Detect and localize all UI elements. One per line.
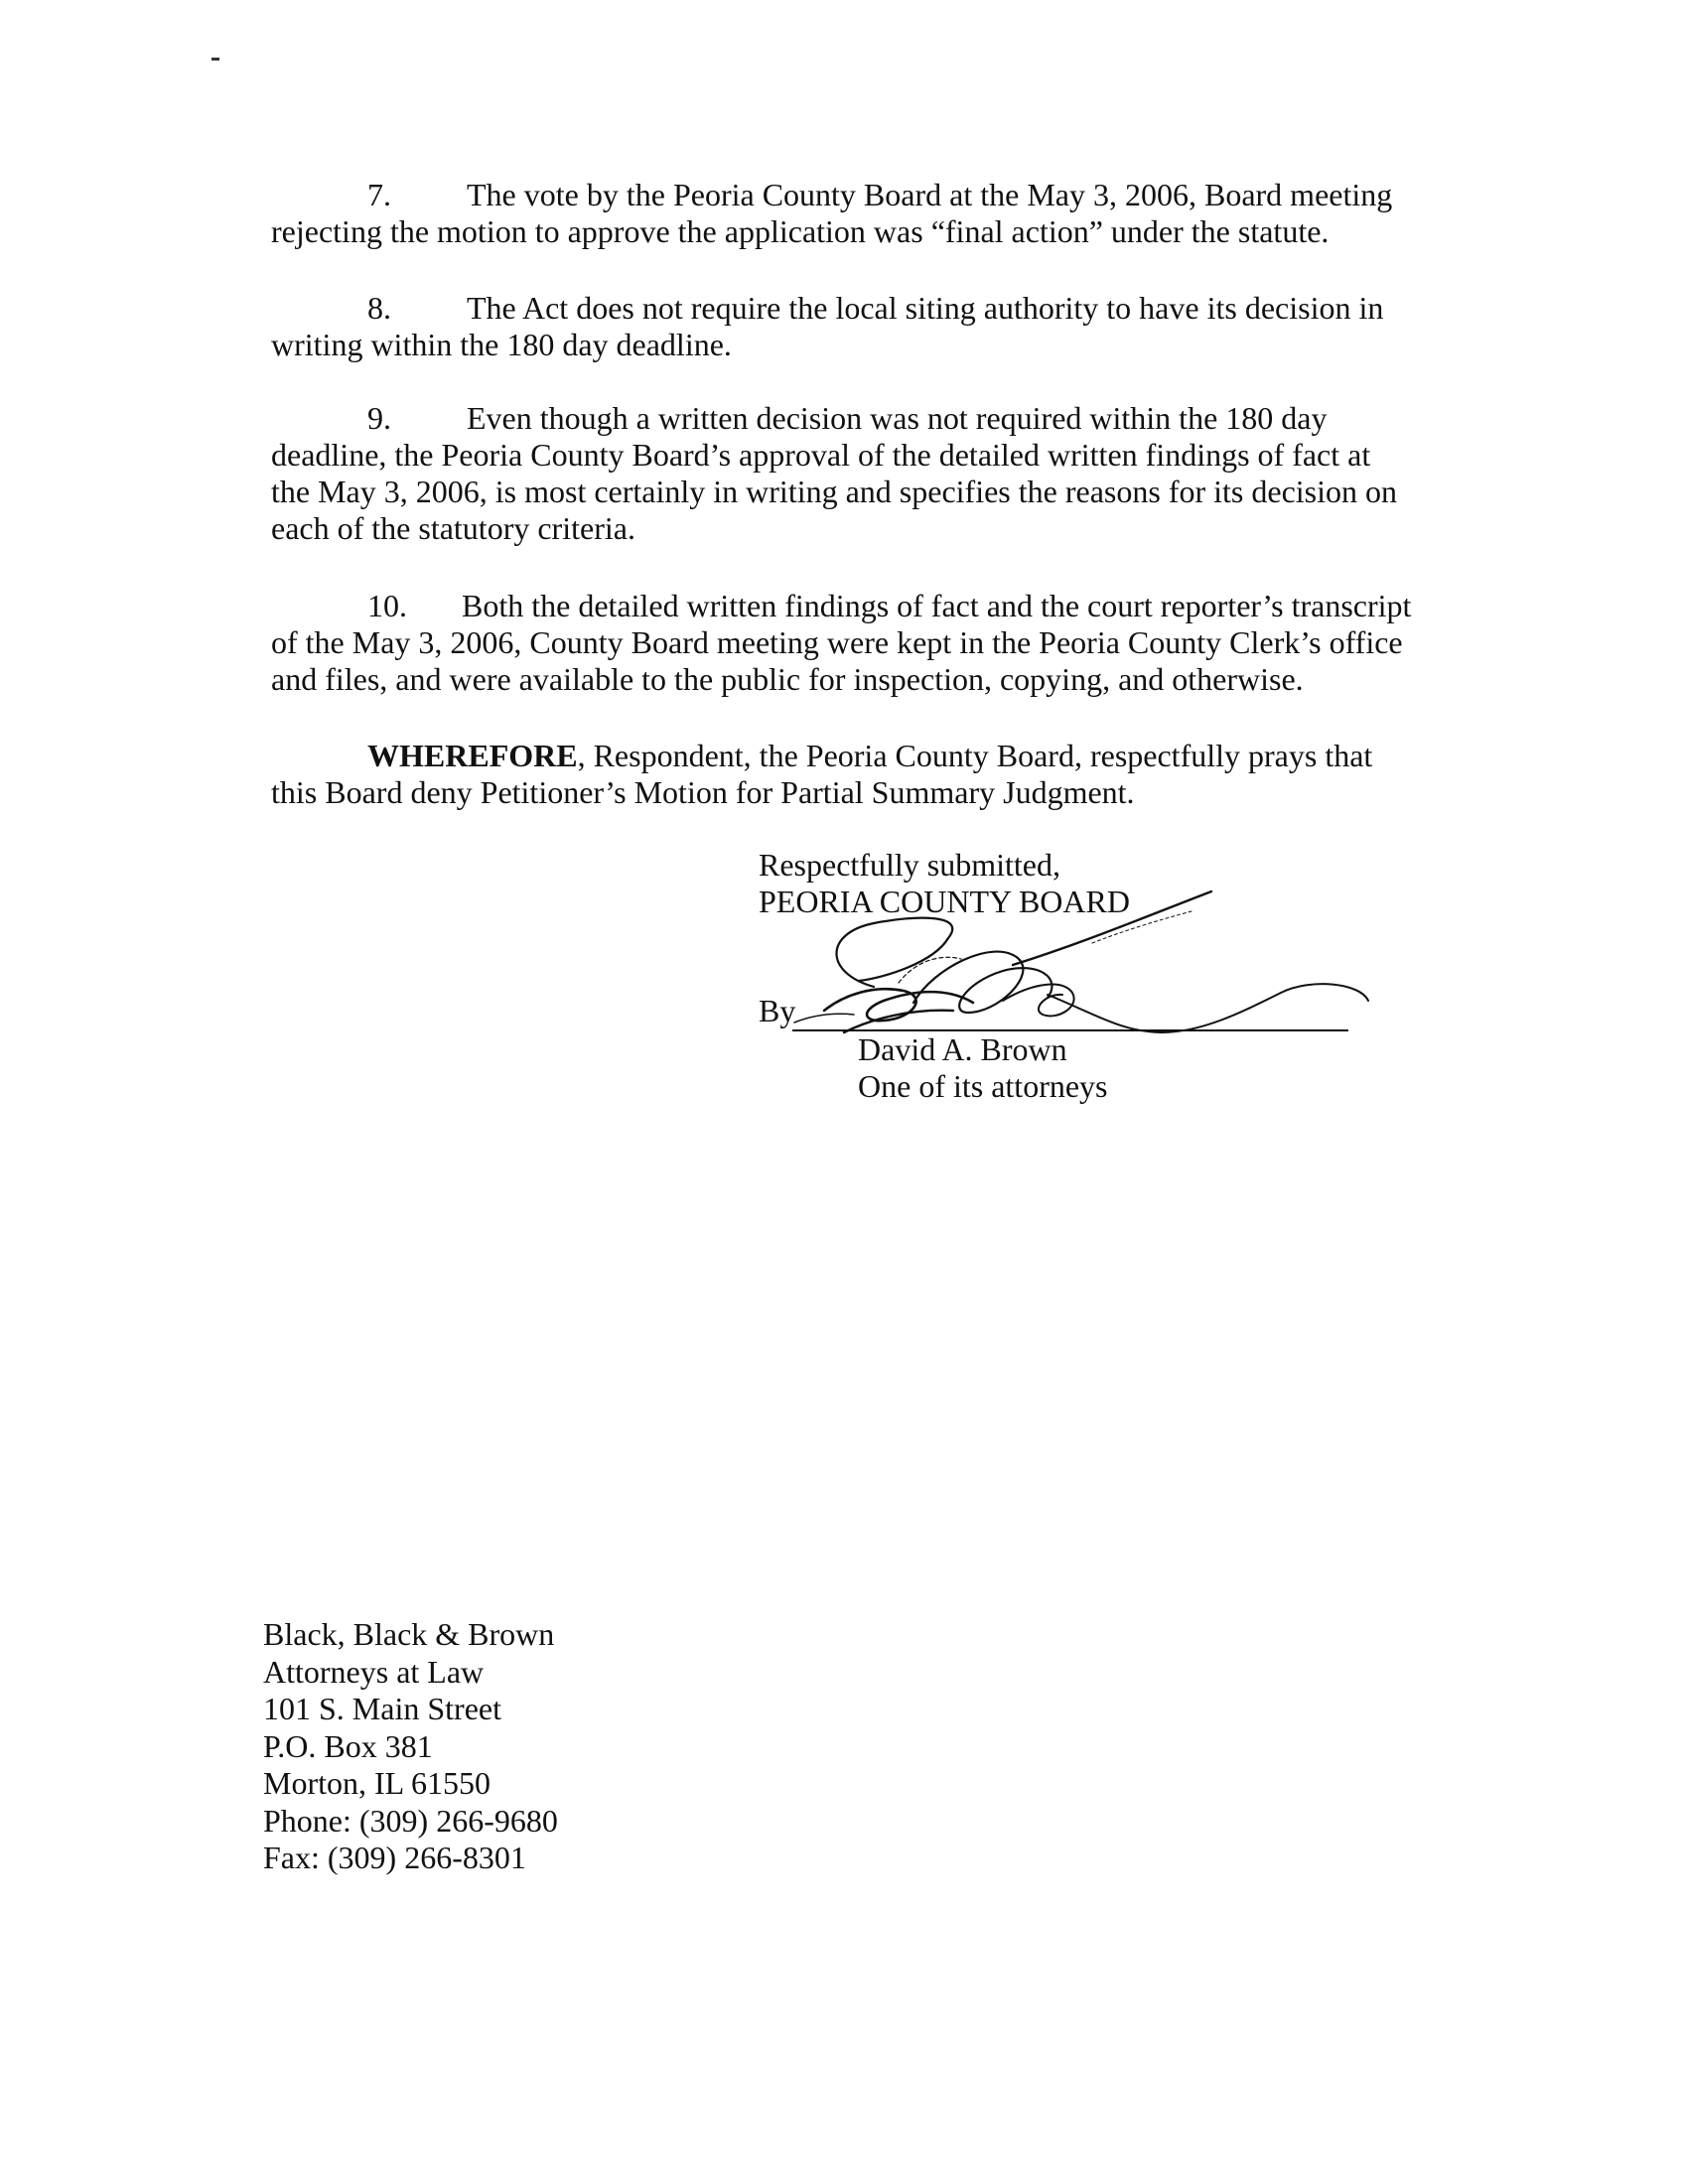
firm-po-box: P.O. Box 381: [263, 1727, 433, 1764]
paragraph-9-first-line: [271, 400, 1463, 437]
firm-phone: Phone: (309) 266-9680: [263, 1802, 558, 1839]
paragraph-number: 8.: [367, 290, 391, 326]
paragraph-9: [271, 400, 1463, 547]
paragraph-10: [271, 588, 1463, 698]
paragraph-9-line-2: deadline, the Peoria County Board’s approval of the detailed written findings of fact at: [271, 437, 1371, 473]
wherefore-second-line: this Board deny Petitioner’s Motion for Partial Summary Judgment.: [271, 774, 1135, 810]
closing: Respectfully submitted,: [759, 847, 1060, 883]
signer-title: One of its attorneys: [858, 1068, 1108, 1104]
paragraph-9-line-3: the May 3, 2006, is most certainly in writing and specifies the reasons for its decision on: [271, 474, 1397, 509]
paragraph-number: 10.: [367, 588, 407, 623]
wherefore-text: , Respondent, the Peoria County Board, respectfully prays that: [577, 738, 1373, 773]
paragraph-8: [271, 290, 1463, 363]
paragraph-text: The vote by the Peoria County Board at the May 3, 2006, Board meeting: [467, 177, 1393, 212]
paragraph-number: 9.: [367, 400, 391, 436]
firm-name: Black, Black & Brown: [263, 1616, 555, 1652]
paragraph-8-first-line: [271, 290, 1463, 327]
paragraph-text: The Act does not require the local siting authority to have its decision in: [467, 290, 1384, 326]
by-label: By: [759, 993, 796, 1028]
organization-name: PEORIA COUNTY BOARD: [759, 884, 1130, 919]
wherefore-first-line: [271, 738, 1463, 774]
handwritten-signature: [765, 884, 1380, 1052]
paragraph-9-line-4: each of the statutory criteria.: [271, 510, 635, 546]
firm-address-block: [263, 1616, 558, 1877]
scan-speck: [211, 58, 219, 61]
signer-name: David A. Brown: [858, 1031, 1067, 1067]
paragraph-7-first-line: [271, 177, 1463, 213]
paragraph-8-continuation: writing within the 180 day deadline.: [271, 327, 732, 362]
wherefore-clause: [271, 738, 1463, 811]
paragraph-10-line-3: and files, and were available to the public for inspection, copying, and otherwise.: [271, 661, 1304, 697]
wherefore-lead: WHEREFORE: [367, 738, 578, 773]
firm-city-state-zip: Morton, IL 61550: [263, 1765, 491, 1801]
signer: [858, 1031, 1108, 1105]
paragraph-text: Even though a written decision was not required within the 180 day: [467, 400, 1328, 436]
firm-subtitle: Attorneys at Law: [263, 1653, 485, 1690]
paragraph-10-line-2: of the May 3, 2006, County Board meeting were kept in the Peoria County Clerk’s office: [271, 624, 1403, 660]
firm-fax: Fax: (309) 266-8301: [263, 1840, 526, 1875]
paragraph-10-first-line: [271, 588, 1463, 624]
paragraph-7: [271, 177, 1463, 250]
firm-street: 101 S. Main Street: [263, 1691, 501, 1726]
paragraph-7-continuation: rejecting the motion to approve the application was “final action” under the statute.: [271, 213, 1330, 249]
paragraph-text: Both the detailed written findings of fact and the court reporter’s transcript: [462, 588, 1412, 623]
paragraph-number: 7.: [367, 177, 391, 212]
